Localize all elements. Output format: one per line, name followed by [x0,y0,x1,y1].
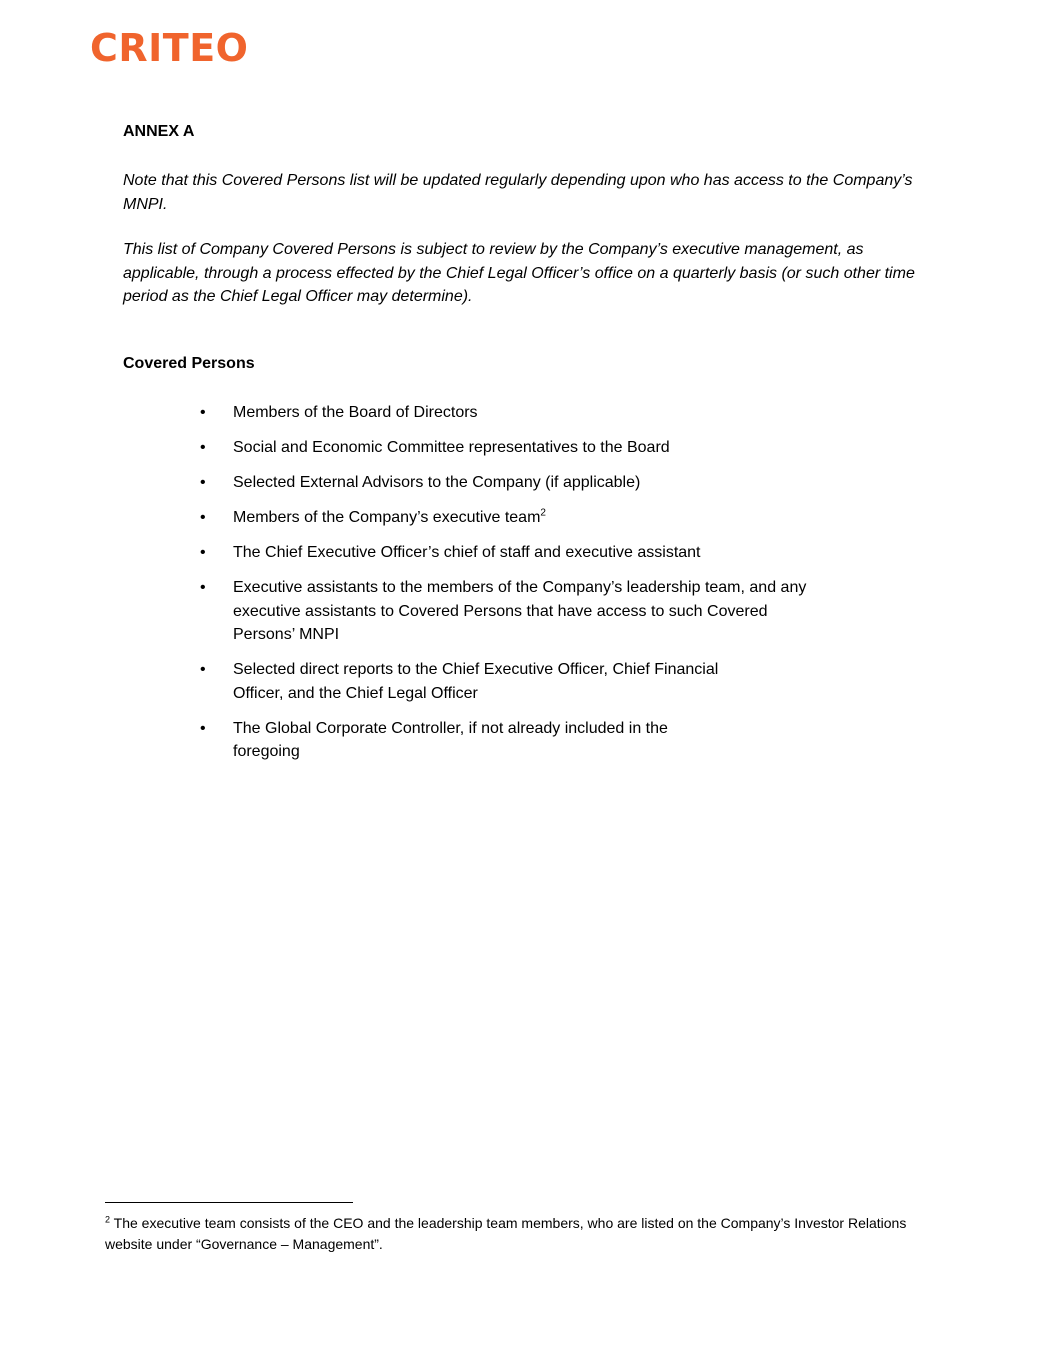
list-item [200,541,827,565]
bullet-icon: • [200,404,206,421]
bullet-icon: • [200,544,206,561]
update-note: Note that this Covered Persons list will be updated regularly depending upon who has access to the Company’s MNPI. [123,172,913,213]
list-item-text: Executive assistants to the members of the Company’s leadership team, and any executive assistants to Covered Persons that have access to such Covered Persons’ MNPI [233,579,807,643]
list-item [200,436,827,460]
footnote-divider [105,1202,353,1203]
list-item [200,506,827,530]
bullet-icon: • [200,719,206,737]
list-item [200,471,827,495]
bullet-icon: • [200,661,206,678]
list-item-text: The Global Corporate Controller, if not already included in the foregoing [233,719,668,760]
list-item [200,401,827,425]
list-item [200,658,761,705]
list-item-text: Selected direct reports to the Chief Executive Officer, Chief Financial Officer, and the Chief Legal Officer [233,661,719,702]
bullet-icon: • [200,439,206,456]
list-item-text: Members of the Board of Directors [233,404,478,421]
footnote-marker: 2 [105,1214,111,1225]
footnote-reference[interactable]: 2 [540,507,546,519]
list-item [200,717,713,764]
criteo-logo: CRITEO [90,26,249,70]
list-item-text: The Chief Executive Officer’s chief of staff and executive assistant [233,544,701,561]
covered-persons-list [200,401,827,775]
bullet-icon: • [200,509,206,526]
list-item-text: Members of the Company’s executive team [233,509,541,526]
review-note: This list of Company Covered Persons is subject to review by the Company’s executive management, as applicable, through a process effected by the Chief Legal Officer’s office on a quarterly basis (or such other time period as the Chief Legal Officer may determine). [123,241,915,305]
covered-persons-heading: Covered Persons [123,355,255,372]
annex-title: ANNEX A [123,123,195,140]
footnote-text: The executive team consists of the CEO and the leadership team members, who are listed on the Company’s Investor Relations website under “Governance – Management”. [105,1215,907,1252]
bullet-icon: • [200,474,206,491]
list-item-text: Selected External Advisors to the Company (if applicable) [233,474,641,491]
list-item-text: Social and Economic Committee representatives to the Board [233,439,670,456]
list-item [200,576,827,647]
footnote [105,1213,945,1255]
bullet-icon: • [200,579,206,596]
